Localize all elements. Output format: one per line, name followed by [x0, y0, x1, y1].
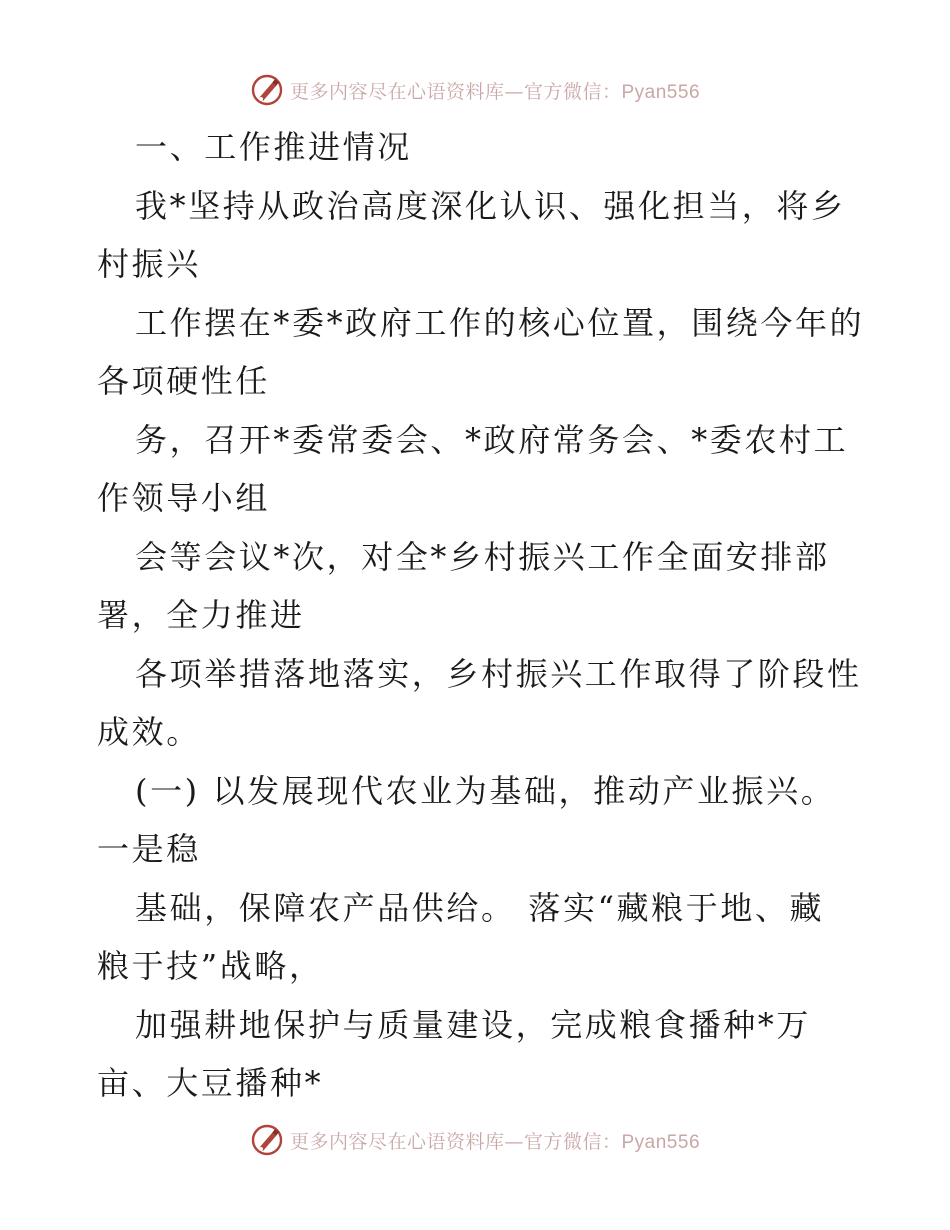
paragraph-line: 署，全力推进 [97, 596, 305, 634]
watermark-text: 更多内容尽在心语资料库—官方微信：Pyan556 [289, 1130, 701, 1153]
paragraph-line: 加强耕地保护与质量建设，完成粮食播种*万 [135, 1005, 812, 1044]
pen-seal-icon [250, 1123, 284, 1157]
paragraph-line: 各项硬性任 [97, 362, 271, 400]
watermark-footer [0, 1120, 950, 1160]
watermark-text: 更多内容尽在心语资料库—官方微信：Pyan556 [289, 80, 701, 103]
paragraph-line: 成效。 [97, 713, 201, 751]
paragraph-line: 工作摆在*委*政府工作的核心位置，围绕今年的 [135, 303, 865, 342]
watermark-header [0, 70, 950, 110]
paragraph-line: 作领导小组 [97, 479, 271, 517]
pen-seal-icon [250, 73, 284, 107]
paragraph-line: 一是稳 [97, 830, 201, 868]
paragraph-line: 亩、大豆播种* [97, 1064, 324, 1102]
paragraph-line: 会等会议*次，对全*乡村振兴工作全面安排部 [135, 537, 830, 576]
document-body [97, 118, 865, 1113]
paragraph-line: 村振兴 [97, 245, 201, 283]
paragraph-line: 务，召开*委常委会、*政府常务会、*委农村工 [135, 420, 849, 459]
subsection-heading: (一) 以发展现代农业为基础，推动产业振兴。 [135, 771, 836, 810]
paragraph-line: 基础，保障农产品供给。 落实“藏粮于地、藏 [135, 888, 825, 927]
paragraph-line: 各项举措落地落实，乡村振兴工作取得了阶段性 [135, 654, 862, 693]
paragraph-line: 粮于技”战略， [97, 947, 324, 985]
paragraph-line: 我*坚持从政治高度深化认识、强化担当，将乡 [135, 186, 846, 225]
section-heading: 一、工作推进情况 [135, 128, 412, 166]
